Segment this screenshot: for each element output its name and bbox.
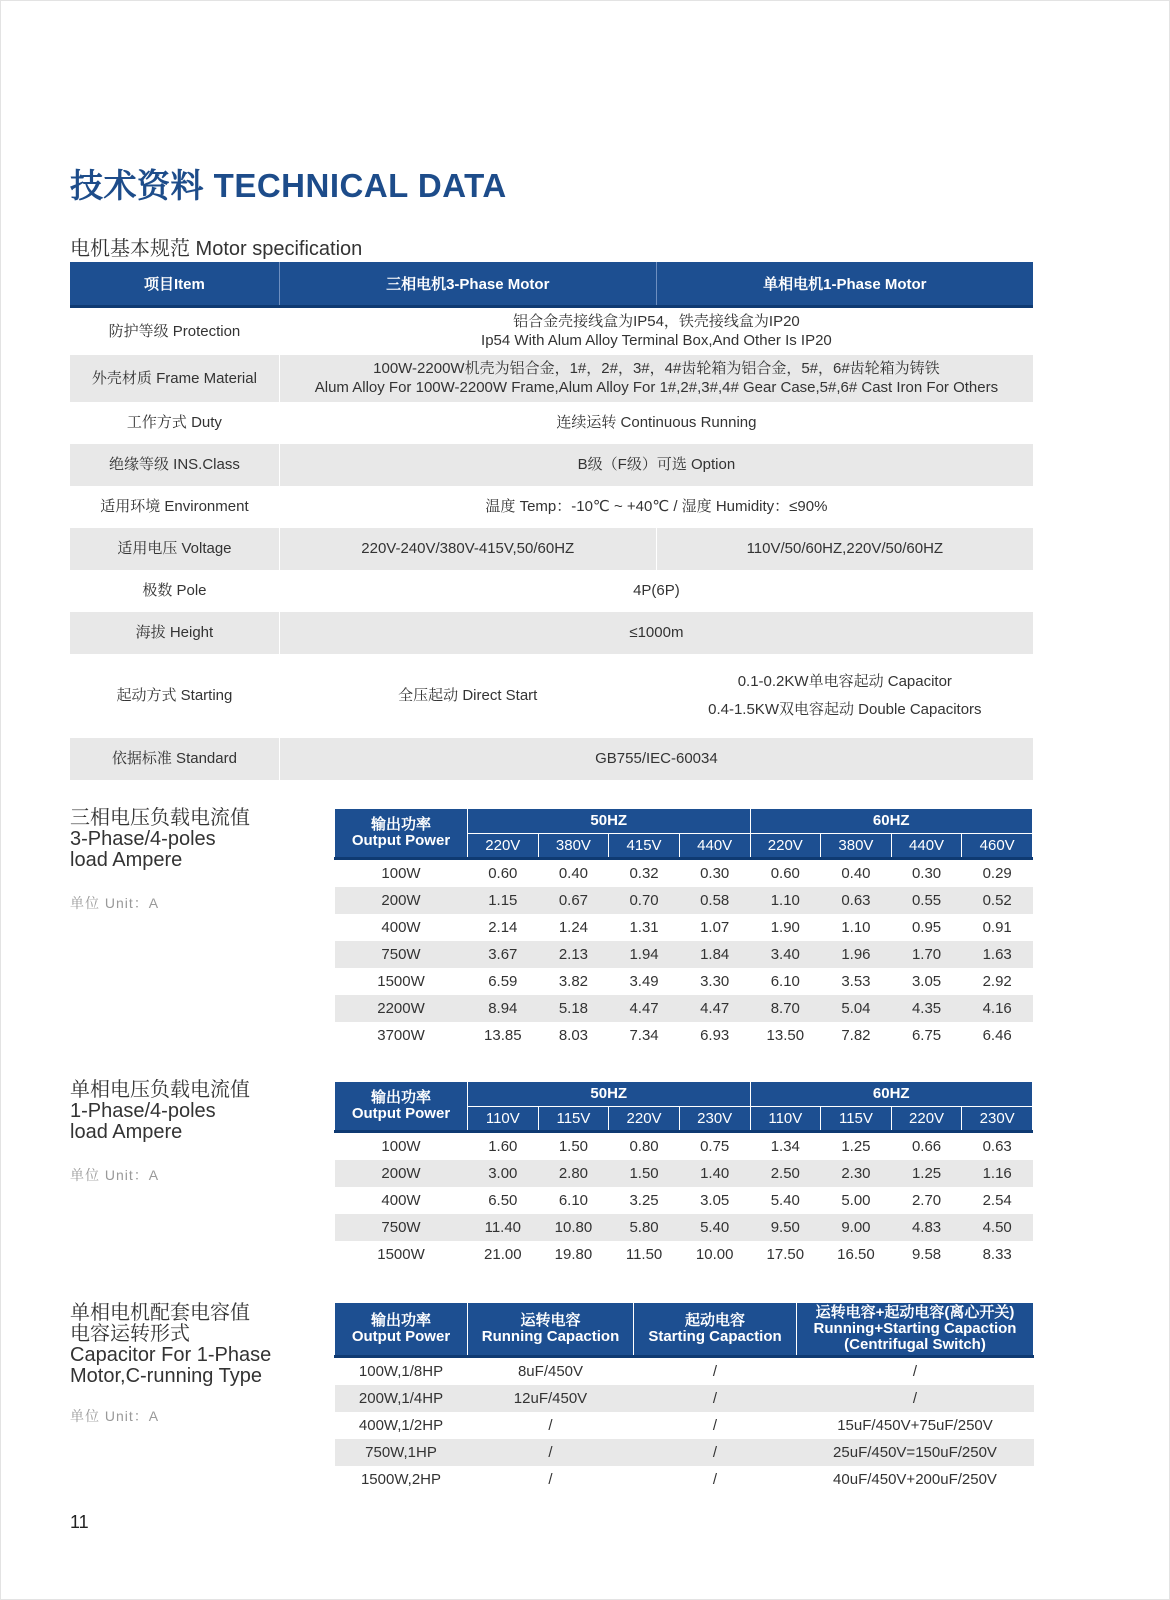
header-cn: 输出功率 bbox=[370, 1089, 431, 1106]
voltage-column-header: 380V bbox=[821, 834, 892, 859]
capacitor-cell: / bbox=[634, 1439, 797, 1466]
page-number: 11 bbox=[70, 1512, 89, 1532]
current-cell: 2.92 bbox=[982, 973, 1012, 990]
spec-value-three-phase: 全压起动 Direct Start bbox=[279, 654, 656, 738]
capacitor-cell: 100W,1/8HP bbox=[358, 1363, 444, 1380]
table-row bbox=[335, 914, 1033, 941]
current-cell: 6.59 bbox=[488, 973, 518, 990]
table-row bbox=[335, 941, 1033, 968]
spec-value-line: Alum Alloy For 100W-2200W Frame,Alum Alloy For 1#,2#,3#,4# Gear Case,5#,6# Cast Iron For Others bbox=[314, 379, 999, 396]
capacitor-cell: / bbox=[912, 1363, 918, 1380]
current-cell: 0.55 bbox=[891, 887, 962, 914]
current-cell: 1.90 bbox=[770, 919, 800, 936]
capacitor-cell: 12uF/450V bbox=[468, 1385, 634, 1412]
current-cell: 4.35 bbox=[891, 995, 962, 1022]
spec-value-three-phase: 220V-240V/380V-415V,50/60HZ bbox=[279, 528, 656, 570]
capacitor-cell: 1500W,2HP bbox=[360, 1471, 442, 1488]
current-cell: 6.75 bbox=[911, 1027, 942, 1044]
voltage-column-header: 220V bbox=[609, 1107, 680, 1132]
current-cell: 1.31 bbox=[629, 919, 659, 936]
voltage-column-header: 380V bbox=[538, 834, 609, 859]
current-cell: 1.10 bbox=[841, 919, 871, 936]
table-row bbox=[335, 1466, 1034, 1493]
header-cn: 运转电容 bbox=[520, 1312, 581, 1329]
spec-row-environment bbox=[70, 486, 1033, 528]
three-phase-unit: 单位 Unit：A bbox=[70, 895, 160, 911]
spec-value: ≤1000m bbox=[279, 612, 1033, 654]
current-cell: 3.25 bbox=[629, 1192, 659, 1209]
spec-value bbox=[279, 307, 1033, 355]
capacitor-cell: 40uF/450V+200uF/250V bbox=[833, 1471, 997, 1488]
current-cell: 0.95 bbox=[911, 919, 942, 936]
current-cell: 6.10 bbox=[770, 973, 800, 990]
current-cell: 2.14 bbox=[488, 919, 518, 936]
capacitor-title bbox=[70, 1303, 271, 1387]
current-cell: 2.30 bbox=[821, 1160, 892, 1187]
current-cell: 0.29 bbox=[982, 865, 1012, 882]
section-title-line: 电容运转形式 bbox=[70, 1323, 190, 1345]
current-cell: 0.67 bbox=[538, 887, 609, 914]
voltage-column-header: 220V bbox=[468, 834, 539, 859]
power-cell: 750W bbox=[335, 941, 468, 968]
header-60hz: 60HZ bbox=[750, 1082, 1033, 1107]
section-title-line: 单相电压负载电流值 bbox=[70, 1079, 250, 1101]
table-row bbox=[335, 1160, 1033, 1187]
current-cell: 1.94 bbox=[609, 941, 680, 968]
current-cell: 1.84 bbox=[679, 941, 750, 968]
table-row bbox=[335, 968, 1033, 995]
current-cell: 19.80 bbox=[554, 1246, 593, 1263]
current-cell: 2.54 bbox=[982, 1192, 1012, 1209]
capacitor-cell: 400W,1/2HP bbox=[358, 1417, 444, 1434]
header-en: Starting Capaction bbox=[648, 1328, 782, 1345]
spec-value: 4P(6P) bbox=[279, 570, 1033, 612]
capacitor-cell: / bbox=[712, 1363, 718, 1380]
current-cell: 1.34 bbox=[770, 1138, 800, 1155]
current-cell: 0.52 bbox=[962, 887, 1033, 914]
power-cell: 200W bbox=[335, 1160, 468, 1187]
power-cell: 750W bbox=[335, 1214, 468, 1241]
capacitor-cell: 25uF/450V=150uF/250V bbox=[797, 1439, 1034, 1466]
header-cn: 运转电容+起动电容(离心开关) bbox=[815, 1304, 1015, 1321]
current-cell: 11.50 bbox=[625, 1246, 663, 1263]
spec-header-single-phase: 单相电机1-Phase Motor bbox=[656, 262, 1033, 307]
spec-label: 适用电压 Voltage bbox=[70, 528, 279, 570]
spec-label: 依据标准 Standard bbox=[70, 738, 279, 780]
table-row bbox=[335, 887, 1033, 914]
current-cell: 1.60 bbox=[488, 1138, 518, 1155]
spec-value-line: 0.1-0.2KW单电容起动 Capacitor bbox=[737, 673, 952, 690]
current-cell: 1.50 bbox=[609, 1160, 680, 1187]
voltage-column-header: 115V bbox=[821, 1107, 892, 1132]
current-cell: 0.32 bbox=[629, 865, 659, 882]
spec-value-single-phase bbox=[656, 654, 1033, 738]
current-cell: 0.75 bbox=[700, 1138, 730, 1155]
current-cell: 3.40 bbox=[750, 941, 821, 968]
current-cell: 3.82 bbox=[558, 973, 589, 990]
current-cell: 0.66 bbox=[911, 1138, 942, 1155]
spec-value bbox=[279, 355, 1033, 402]
spec-value-line: 100W-2200W机壳为铝合金，1#，2#，3#，4#齿轮箱为铝合金，5#，6#齿轮箱为铸铁 bbox=[373, 360, 940, 377]
current-cell: 8.33 bbox=[982, 1246, 1012, 1263]
capacitor-table bbox=[334, 1302, 1034, 1493]
table-row bbox=[335, 995, 1033, 1022]
current-cell: 6.93 bbox=[700, 1027, 730, 1044]
header-output-power bbox=[335, 1082, 468, 1132]
header-cn: 起动电容 bbox=[684, 1312, 745, 1329]
spec-row-ins bbox=[70, 444, 1033, 486]
spec-label: 海拔 Height bbox=[70, 612, 279, 654]
header-en: Running+Starting Capaction bbox=[813, 1320, 1017, 1337]
spec-label: 极数 Pole bbox=[142, 582, 207, 599]
current-cell: 0.63 bbox=[821, 887, 892, 914]
header-60hz: 60HZ bbox=[750, 809, 1033, 834]
spec-value-line: Ip54 With Alum Alloy Terminal Box,And Other Is IP20 bbox=[481, 332, 832, 350]
spec-row-protection bbox=[70, 307, 1033, 355]
spec-label: 外壳材质 Frame Material bbox=[70, 355, 279, 402]
spec-header-three-phase: 三相电机3-Phase Motor bbox=[279, 262, 656, 307]
spec-row-frame bbox=[70, 355, 1033, 402]
current-cell: 3.67 bbox=[468, 941, 539, 968]
capacitor-unit: 单位 Unit：A bbox=[70, 1408, 160, 1424]
table-row bbox=[335, 1022, 1033, 1049]
current-cell: 1.10 bbox=[750, 887, 821, 914]
header-cn: 输出功率 bbox=[370, 816, 431, 833]
voltage-column-header: 110V bbox=[750, 1107, 821, 1132]
current-cell: 0.30 bbox=[911, 865, 942, 882]
header-starting-capacitor bbox=[634, 1303, 797, 1357]
capacitor-cell: 200W,1/4HP bbox=[335, 1385, 468, 1412]
table-row bbox=[335, 1357, 1034, 1386]
current-cell: 1.70 bbox=[891, 941, 962, 968]
table-row bbox=[335, 1187, 1033, 1214]
current-cell: 2.70 bbox=[911, 1192, 942, 1209]
current-cell: 0.60 bbox=[770, 865, 800, 882]
header-en: Output Power bbox=[351, 1328, 451, 1345]
current-cell: 9.50 bbox=[750, 1214, 821, 1241]
current-cell: 17.50 bbox=[766, 1246, 805, 1263]
capacitor-cell: / bbox=[797, 1385, 1034, 1412]
section-title-line: 三相电压负载电流值 bbox=[70, 807, 250, 829]
power-cell: 200W bbox=[335, 887, 468, 914]
header-50hz: 50HZ bbox=[468, 809, 751, 834]
capacitor-cell: / bbox=[712, 1417, 718, 1434]
current-cell: 5.00 bbox=[841, 1192, 871, 1209]
current-cell: 4.83 bbox=[891, 1214, 962, 1241]
three-phase-title bbox=[70, 808, 250, 871]
current-cell: 4.47 bbox=[679, 995, 750, 1022]
current-cell: 1.07 bbox=[700, 919, 730, 936]
table-row bbox=[335, 859, 1033, 888]
single-phase-current-table bbox=[334, 1081, 1033, 1268]
current-cell: 1.96 bbox=[821, 941, 892, 968]
power-cell: 100W bbox=[381, 865, 421, 882]
header-running-capacitor bbox=[468, 1303, 634, 1357]
current-cell: 8.03 bbox=[558, 1027, 589, 1044]
power-cell: 1500W bbox=[377, 973, 425, 990]
capacitor-cell: / bbox=[634, 1385, 797, 1412]
section-title-line: 3-Phase/4-poles bbox=[70, 828, 216, 850]
spec-value-line: 0.4-1.5KW双电容起动 Double Capacitors bbox=[708, 701, 982, 718]
current-cell: 4.16 bbox=[962, 995, 1033, 1022]
spec-header-row bbox=[70, 262, 1033, 307]
section-subtitle: 电机基本规范 Motor specification bbox=[70, 238, 363, 260]
current-cell: 1.63 bbox=[962, 941, 1033, 968]
header-en: Running Capaction bbox=[481, 1328, 620, 1345]
table-row bbox=[335, 1132, 1033, 1161]
current-cell: 8.94 bbox=[468, 995, 539, 1022]
spec-row-duty bbox=[70, 402, 1033, 444]
voltage-column-header: 440V bbox=[891, 834, 962, 859]
current-cell: 0.60 bbox=[488, 865, 518, 882]
capacitor-cell: 750W,1HP bbox=[335, 1439, 468, 1466]
voltage-column-header: 440V bbox=[679, 834, 750, 859]
current-cell: 1.24 bbox=[558, 919, 589, 936]
current-cell: 5.40 bbox=[679, 1214, 750, 1241]
header-running-starting-capacitor bbox=[797, 1303, 1034, 1357]
current-cell: 9.58 bbox=[911, 1246, 942, 1263]
power-cell: 400W bbox=[381, 1192, 421, 1209]
current-cell: 0.63 bbox=[982, 1138, 1012, 1155]
spec-value: 温度 Temp：-10℃ ~ +40℃ / 湿度 Humidity：≤90% bbox=[279, 486, 1033, 528]
current-cell: 5.80 bbox=[609, 1214, 680, 1241]
spec-value: GB755/IEC-60034 bbox=[279, 738, 1033, 780]
current-cell: 5.40 bbox=[770, 1192, 800, 1209]
current-cell: 3.05 bbox=[911, 973, 942, 990]
current-cell: 4.47 bbox=[609, 995, 680, 1022]
header-en: Output Power bbox=[351, 832, 451, 849]
voltage-column-header: 230V bbox=[679, 1107, 750, 1132]
page-title: 技术资料 TECHNICAL DATA bbox=[70, 167, 507, 204]
current-cell: 0.40 bbox=[841, 865, 871, 882]
header-output-power bbox=[335, 809, 468, 859]
power-cell: 2200W bbox=[335, 995, 468, 1022]
current-cell: 4.50 bbox=[962, 1214, 1033, 1241]
capacitor-cell: / bbox=[468, 1439, 634, 1466]
current-cell: 1.25 bbox=[891, 1160, 962, 1187]
current-cell: 11.40 bbox=[468, 1214, 539, 1241]
current-cell: 13.50 bbox=[766, 1027, 805, 1044]
current-cell: 2.80 bbox=[538, 1160, 609, 1187]
current-cell: 0.91 bbox=[982, 919, 1012, 936]
current-cell: 16.50 bbox=[837, 1246, 875, 1263]
current-cell: 2.13 bbox=[538, 941, 609, 968]
current-cell: 3.53 bbox=[841, 973, 871, 990]
current-cell: 7.82 bbox=[841, 1027, 871, 1044]
current-cell: 21.00 bbox=[484, 1246, 522, 1263]
spec-label: 防护等级 Protection bbox=[108, 322, 241, 340]
section-title-line: Motor,C-running Type bbox=[70, 1365, 262, 1387]
spec-row-standard bbox=[70, 738, 1033, 780]
header-cn: 输出功率 bbox=[370, 1312, 431, 1329]
table-row bbox=[335, 1412, 1034, 1439]
current-cell: 10.80 bbox=[538, 1214, 609, 1241]
power-cell: 3700W bbox=[377, 1027, 425, 1044]
header-en: (Centrifugal Switch) bbox=[844, 1336, 986, 1353]
section-title-line: load Ampere bbox=[70, 1121, 183, 1143]
current-cell: 0.30 bbox=[700, 865, 730, 882]
current-cell: 1.15 bbox=[468, 887, 539, 914]
capacitor-cell: / bbox=[548, 1471, 553, 1488]
spec-label: 绝缘等级 INS.Class bbox=[70, 444, 279, 486]
capacitor-cell: / bbox=[712, 1471, 718, 1488]
spec-header-item: 项目Item bbox=[70, 262, 279, 307]
section-title-line: Capacitor For 1-Phase bbox=[70, 1344, 272, 1366]
current-cell: 3.30 bbox=[700, 973, 730, 990]
header-50hz: 50HZ bbox=[468, 1082, 751, 1107]
current-cell: 1.16 bbox=[962, 1160, 1033, 1187]
current-cell: 6.10 bbox=[558, 1192, 589, 1209]
current-cell: 1.25 bbox=[841, 1138, 871, 1155]
capacitor-cell: 8uF/450V bbox=[517, 1363, 584, 1380]
header-en: Output Power bbox=[351, 1105, 451, 1122]
current-cell: 5.18 bbox=[538, 995, 609, 1022]
voltage-column-header: 415V bbox=[609, 834, 680, 859]
current-cell: 0.70 bbox=[609, 887, 680, 914]
current-cell: 0.80 bbox=[629, 1138, 659, 1155]
voltage-column-header: 110V bbox=[468, 1107, 539, 1132]
power-cell: 400W bbox=[381, 919, 421, 936]
single-phase-title bbox=[70, 1080, 250, 1143]
current-cell: 0.40 bbox=[558, 865, 589, 882]
section-title-line: 单相电机配套电容值 bbox=[70, 1302, 250, 1324]
spec-row-pole bbox=[70, 570, 1033, 612]
current-cell: 10.00 bbox=[695, 1246, 734, 1263]
current-cell: 3.00 bbox=[468, 1160, 539, 1187]
table-row bbox=[335, 1439, 1034, 1466]
current-cell: 0.58 bbox=[679, 887, 750, 914]
current-cell: 3.49 bbox=[629, 973, 659, 990]
section-title-line: load Ampere bbox=[70, 849, 183, 871]
power-cell: 100W bbox=[381, 1138, 421, 1155]
spec-label: 适用环境 Environment bbox=[100, 498, 249, 515]
table-row bbox=[335, 1214, 1033, 1241]
spec-row-starting bbox=[70, 654, 1033, 738]
spec-label: 工作方式 Duty bbox=[126, 414, 222, 431]
current-cell: 1.40 bbox=[679, 1160, 750, 1187]
spec-label: 起动方式 Starting bbox=[116, 687, 233, 704]
current-cell: 9.00 bbox=[821, 1214, 892, 1241]
voltage-column-header: 220V bbox=[891, 1107, 962, 1132]
voltage-column-header: 220V bbox=[750, 834, 821, 859]
current-cell: 3.05 bbox=[700, 1192, 730, 1209]
current-cell: 7.34 bbox=[629, 1027, 659, 1044]
capacitor-cell: 15uF/450V+75uF/250V bbox=[837, 1417, 993, 1434]
header-output-power bbox=[335, 1303, 468, 1357]
voltage-column-header: 230V bbox=[962, 1107, 1033, 1132]
spec-row-voltage bbox=[70, 528, 1033, 570]
spec-value: B级（F级）可选 Option bbox=[279, 444, 1033, 486]
three-phase-current-table bbox=[334, 808, 1033, 1049]
spec-value-line: 铝合金壳接线盒为IP54，铁壳接线盒为IP20 bbox=[513, 313, 800, 331]
current-cell: 8.70 bbox=[750, 995, 821, 1022]
power-cell: 1500W bbox=[377, 1246, 425, 1263]
single-phase-unit: 单位 Unit：A bbox=[70, 1167, 160, 1183]
table-row bbox=[335, 1385, 1034, 1412]
current-cell: 5.04 bbox=[821, 995, 892, 1022]
voltage-column-header: 460V bbox=[962, 834, 1033, 859]
current-cell: 6.50 bbox=[488, 1192, 518, 1209]
section-title-line: 1-Phase/4-poles bbox=[70, 1100, 216, 1122]
spec-value-single-phase: 110V/50/60HZ,220V/50/60HZ bbox=[656, 528, 1033, 570]
motor-spec-table bbox=[70, 262, 1033, 780]
spec-value: 连续运转 Continuous Running bbox=[279, 402, 1033, 444]
current-cell: 1.50 bbox=[558, 1138, 589, 1155]
capacitor-cell: / bbox=[548, 1417, 553, 1434]
current-cell: 2.50 bbox=[750, 1160, 821, 1187]
voltage-column-header: 115V bbox=[538, 1107, 609, 1132]
table-row bbox=[335, 1241, 1033, 1268]
spec-row-height bbox=[70, 612, 1033, 654]
current-cell: 13.85 bbox=[484, 1027, 522, 1044]
current-cell: 6.46 bbox=[982, 1027, 1012, 1044]
